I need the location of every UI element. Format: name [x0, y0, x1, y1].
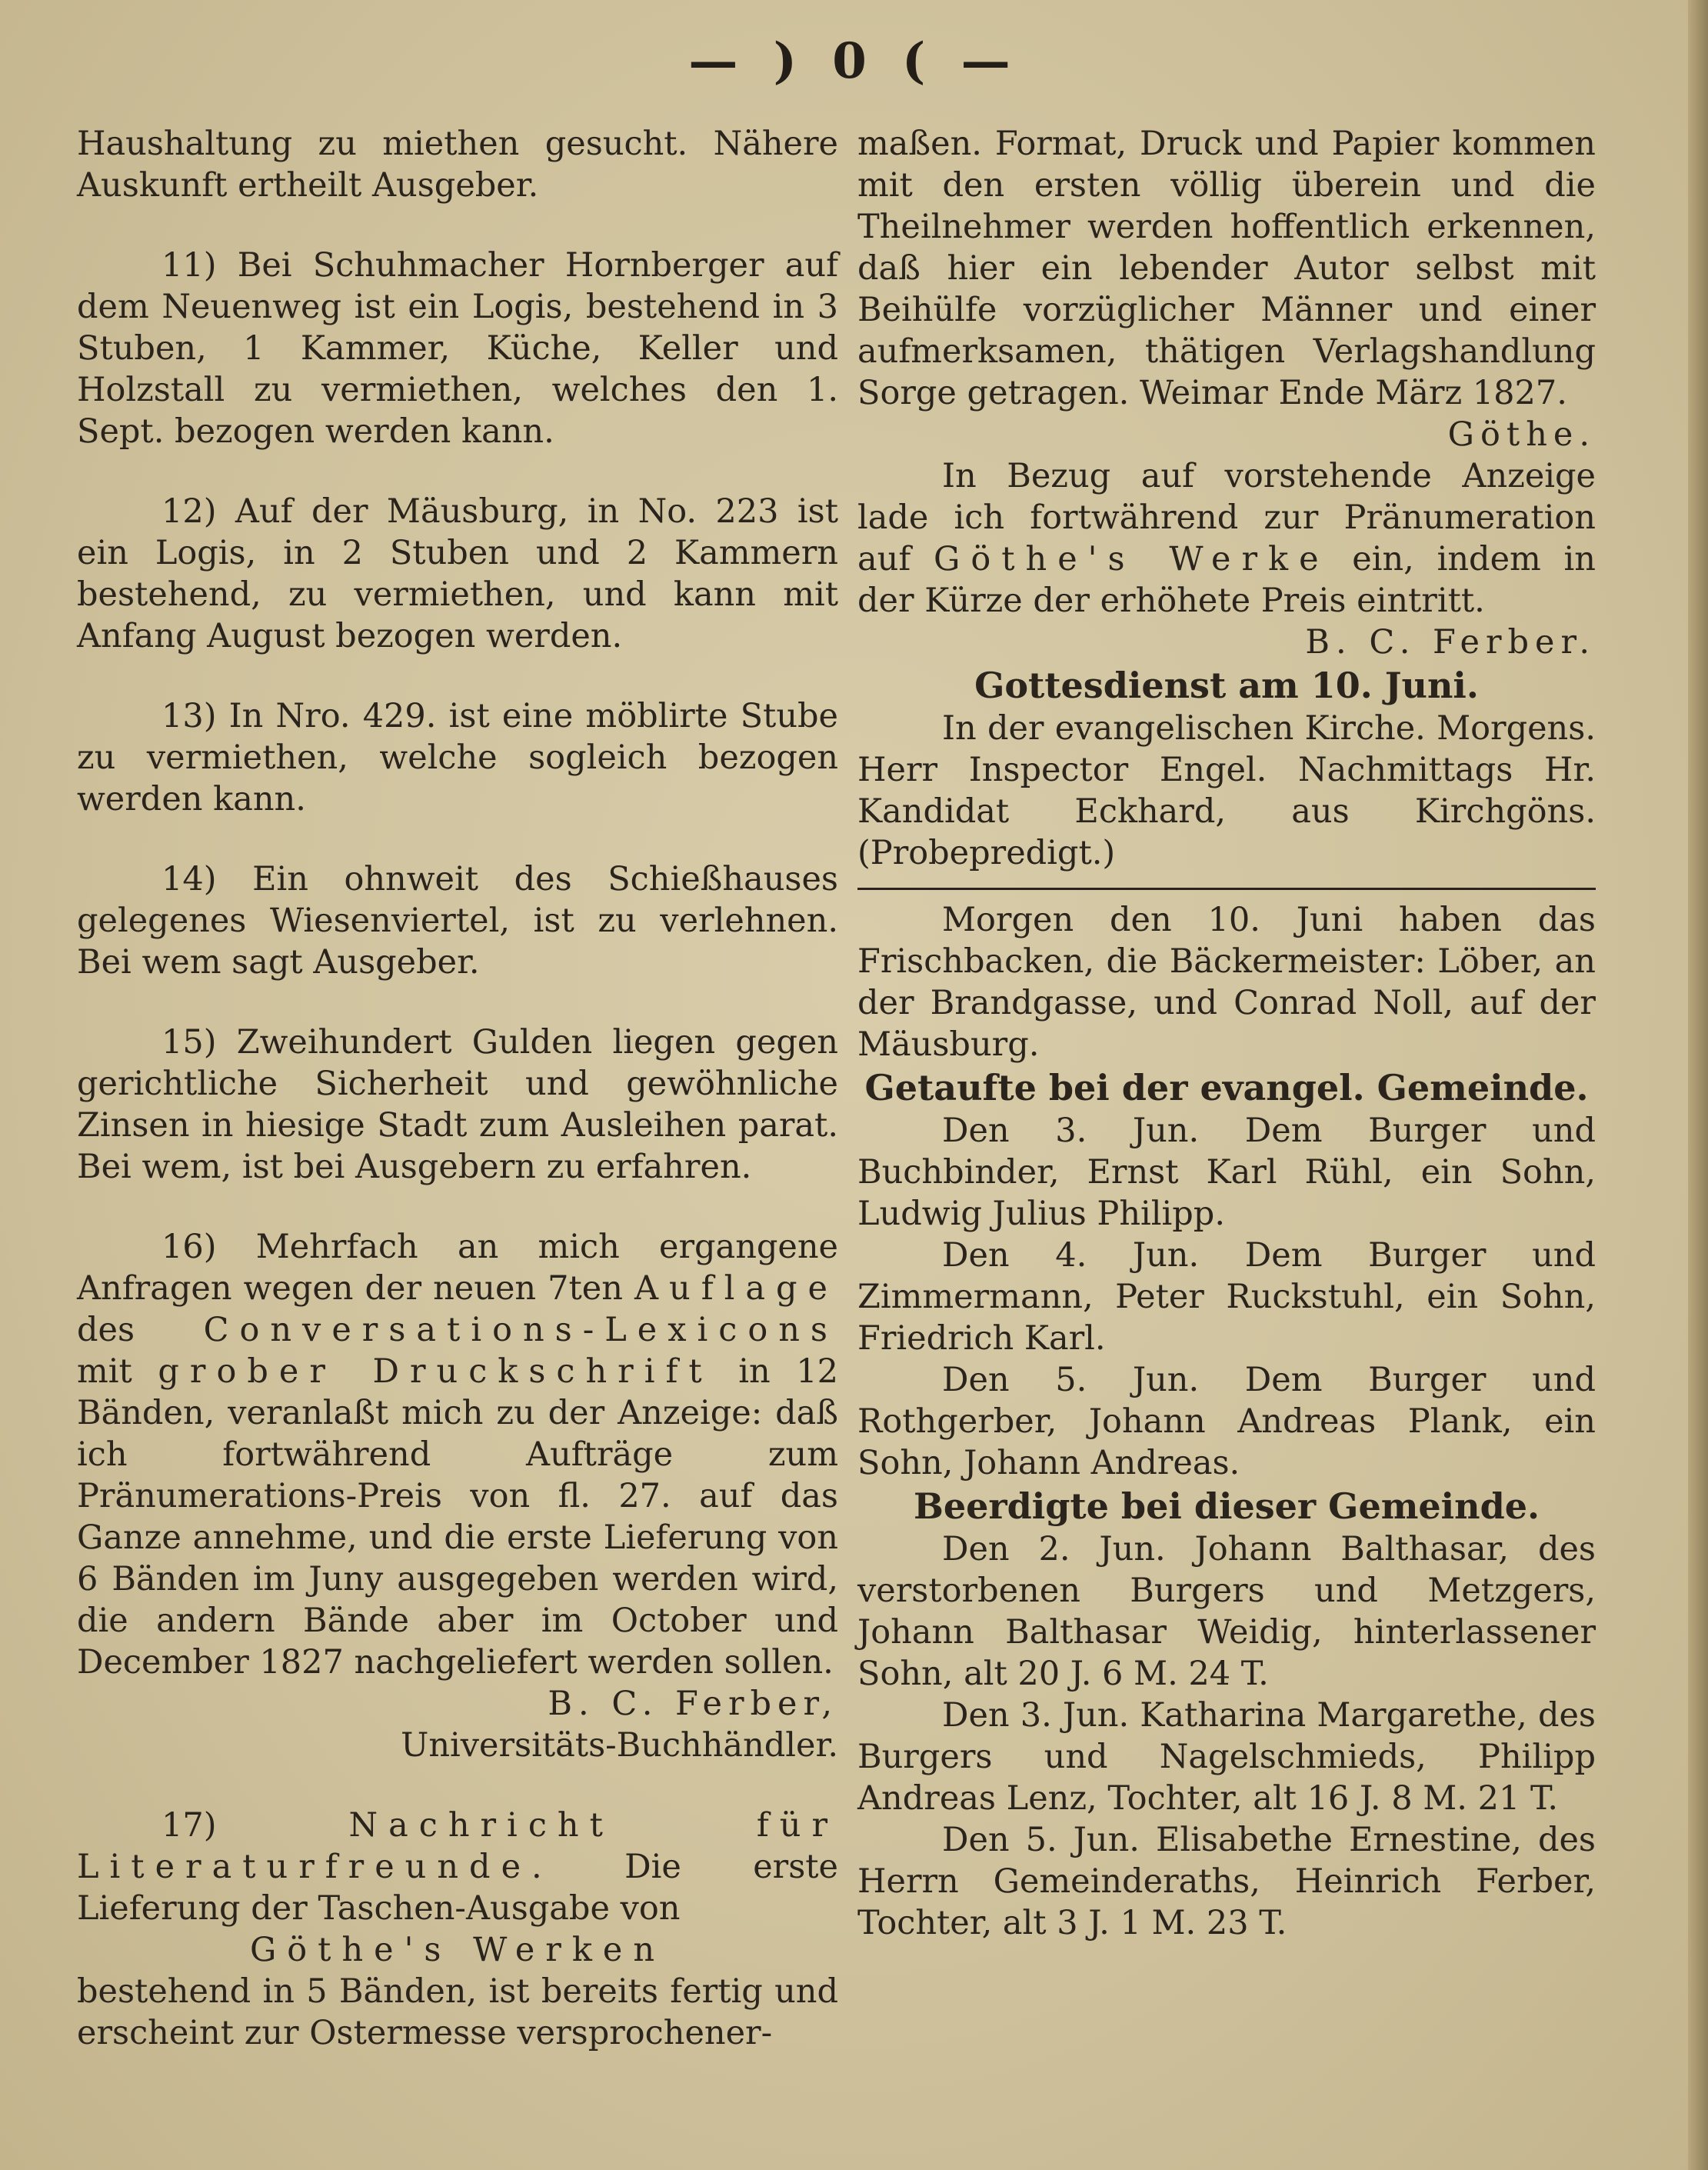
notice-10-continuation: Haushaltung zu miethen gesucht. Nähere Auskunft ertheilt Ausgeber.: [77, 125, 838, 205]
buried-entry-1: Den 2. Jun. Johann Balthasar, des verstorbenen Burgers und Metzgers, Johann Balthasar Weidig, hinterlassener Sohn, alt 20 J. 6 M. 24 T.: [857, 1530, 1596, 1693]
ferber-notice: [857, 455, 1596, 622]
notice-13: 13) In Nro. 429. ist eine möblirte Stube zu vermiethen, welche sogleich bezogen werden kann.: [77, 697, 838, 818]
notice-14: 14) Ein ohnweit des Schießhauses gelegenes Wiesenviertel, ist zu verlehnen. Bei wem sagt Ausgeber.: [77, 860, 838, 982]
notice-17-body: bestehend in 5 Bänden, ist bereits fertig und erscheint zur Ostermesse versprochener-: [77, 1972, 838, 2052]
notice-16-intro: 16) Mehrfach an mich ergangene Anfragen wegen der neuen 7ten: [77, 1228, 838, 1308]
goethe-signature: Göthe.: [1447, 415, 1596, 454]
ferber-signature: B. C. Ferber.: [1305, 623, 1596, 662]
left-column: [77, 123, 838, 2054]
service-text: In der evangelischen Kirche. Morgens. Herr Inspector Engel. Nachmittags Hr. Kandidat Eckhard, aus Kirchgöns. (Probepredigt.): [857, 709, 1596, 872]
notice-15: 15) Zweihundert Gulden liegen gegen gerichtliche Sicherheit und gewöhnliche Zinsen in hiesige Stadt zum Ausleihen parat. Bei wem, ist bei Ausgebern zu erfahren.: [77, 1023, 838, 1186]
notice-16-auflage: Auflage: [634, 1269, 838, 1308]
notice-17-heading: Nachricht für Literaturfreunde.: [77, 1806, 838, 1886]
notice-17-title: Göthe's Werken: [249, 1931, 666, 1969]
notice-17-number: 17): [161, 1806, 217, 1845]
notice-11: 11) Bei Schuhmacher Hornberger auf dem Neuenweg ist ein Logis, bestehend in 3 Stuben, 1 Kammer, Küche, Keller und Holzstall zu vermiethen, welches den 1. Sept. bezogen werden kann.: [77, 246, 838, 451]
service-heading: Gottesdienst am 10. Juni.: [974, 665, 1479, 706]
buried-entry-2: Den 3. Jun. Katharina Margarethe, des Burgers und Nagelschmieds, Philipp Andreas Lenz, Tochter, alt 16 J. 8 M. 21 T.: [857, 1696, 1596, 1818]
notice-16-druckschrift: grober Druckschrift: [158, 1352, 713, 1391]
notice-16-lexicon: Conversations-Lexicons: [203, 1311, 838, 1349]
notice-17: [77, 1805, 838, 1929]
notice-17-intro: Die erste Lieferung der Taschen-Ausgabe von: [77, 1848, 839, 1928]
page-edge: [1688, 0, 1708, 2170]
notice-16-signature-title: Universitäts-Buchhändler.: [401, 1726, 838, 1765]
notice-16-signature: B. C. Ferber,: [548, 1685, 838, 1723]
buried-heading: Beerdigte bei dieser Gemeinde.: [913, 1485, 1540, 1527]
right-column: [857, 123, 1596, 1944]
buried-entry-3: Den 5. Jun. Elisabethe Ernestine, des Herrn Gemeinderaths, Heinrich Ferber, Tochter, alt 3 J. 1 M. 23 T.: [857, 1821, 1596, 1942]
notice-12: 12) Auf der Mäusburg, in No. 223 ist ein Logis, in 2 Stuben und 2 Kammern bestehend, zu vermiethen, und kann mit Anfang August bezogen werden.: [77, 492, 838, 655]
notice-16: [77, 1226, 838, 1683]
page-number: — ) 0 ( —: [688, 32, 1020, 90]
notice-16-des: des: [77, 1311, 135, 1349]
notice-16-body: in 12 Bänden, veranlaßt mich zu der Anzeige: daß ich fortwährend Aufträge zum Pränumerations-Preis von fl. 27. auf das Ganze annehme, und die erste Lieferung von 6 Bänden im Juny ausgegeben werden wird, die andern Bände aber im October und December 1827 nachgeliefert werden sollen.: [77, 1352, 838, 1682]
baptized-entry-1: Den 3. Jun. Dem Burger und Buchbinder, Ernst Karl Rühl, ein Sohn, Ludwig Julius Philipp.: [857, 1112, 1596, 1233]
baptized-entry-3: Den 5. Jun. Dem Burger und Rothgerber, Johann Andreas Plank, ein Sohn, Johann Andreas.: [857, 1361, 1596, 1482]
ferber-notice-title: Göthe's Werke: [934, 540, 1330, 578]
baptized-heading: Getaufte bei der evangel. Gemeinde.: [864, 1067, 1589, 1108]
ferber-notice-intro: In Bezug auf vorstehende Anzeige lade ich fortwährend zur Pränumeration auf: [857, 457, 1596, 578]
section-divider: [857, 888, 1596, 890]
bakers-notice: Morgen den 10. Juni haben das Frischbacken, die Bäckermeister: Löber, an der Brandgasse, und Conrad Noll, auf der Mäusburg.: [857, 901, 1596, 1064]
ferber-notice-body: ein, indem in der Kürze der erhöhete Preis eintritt.: [857, 540, 1596, 620]
baptized-entry-2: Den 4. Jun. Dem Burger und Zimmermann, Peter Ruckstuhl, ein Sohn, Friedrich Karl.: [857, 1236, 1596, 1358]
notice-16-mit: mit: [77, 1352, 132, 1391]
notice-17-continuation: maßen. Format, Druck und Papier kommen mit den ersten völlig überein und die Theilnehmer werden hoffentlich erkennen, daß hier ein lebender Autor selbst mit Beihülfe vorzüglicher Männer und einer aufmerksamen, thätigen Verlagshandlung Sorge getragen. Weimar Ende März 1827.: [857, 125, 1596, 412]
